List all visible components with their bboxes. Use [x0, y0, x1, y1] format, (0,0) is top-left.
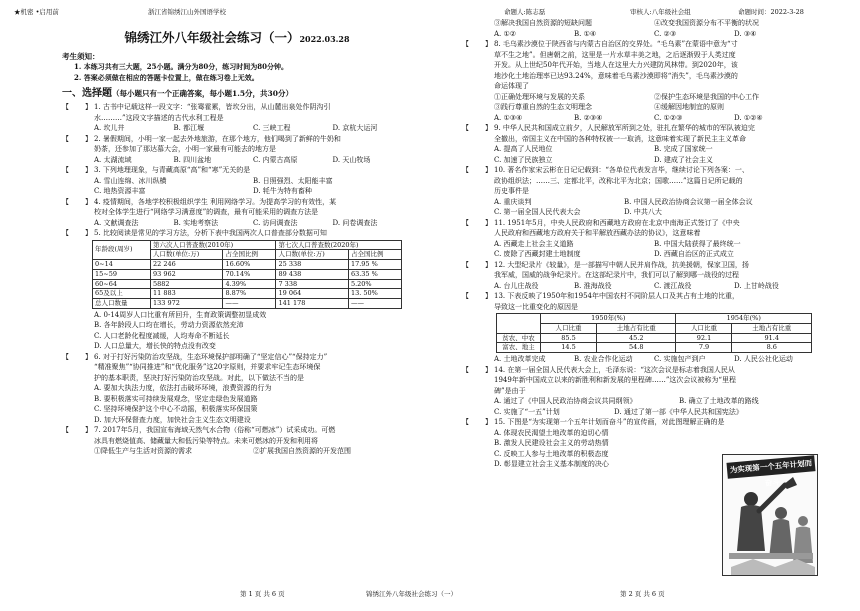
question-3: 3. 下列地理现象，与青藏高原“高”和“寒”无关的是 A. 雪山连绵、冰川纵横 B. 日照强烈、太阳能丰富 C. 地热资源丰富 D. 牦牛为特有畜种 [62, 165, 412, 197]
table-header: 占全国比例 [223, 250, 276, 260]
table-header: 第六次人口普查数(2010年) [151, 240, 276, 250]
section-title: 一、选择题（每小题只有一个正确答案，每小题1.5分，共30分） [62, 88, 293, 99]
table-header: 人口比重 [541, 323, 597, 333]
census-table [92, 240, 402, 309]
question-11: 11. 1951年5月，中央人民政府和西藏地方政府在北京中南海正式签订了《中央 人民政府和西藏地方政府关于和平解放西藏办法的协议》，这意味着 A. 西藏走上社会主义道路 B. 中国大陆获得了最终统一 C. 废除了西藏封建土地制度 D. 西藏自治区的正式成立 [462, 218, 814, 260]
question-10: 10. 著名作家宋云彬在日记记载到：“各单位代表发言毕，继续讨论下列各案：一、 政协组织法；……三、定都北平，改称北平为北京；国歌……”这篇日记所记载的 历史事件是 A. 重庆谈判 B. 中国人民政治协商会议第一届全体会议 C. 第一届全国人民代表大会 D. 中共八大 [462, 165, 814, 218]
option-b: B. 要积极落实可持续发展观念，坚定走绿色发展道路 [94, 394, 258, 403]
option-a: A. 台儿庄战役 [494, 281, 539, 290]
option-c: C. 反映工人参与土地改革的积极态度 [494, 449, 609, 458]
statement-4: ④改变我国资源分布不平衡的状况 [654, 19, 759, 27]
page-title: 锦绣江外八年级社会练习（一）2022.03.28 [124, 30, 350, 45]
table-header: 年龄段(周岁) [93, 240, 151, 260]
option-c: C. ②③ [654, 29, 677, 38]
option-d: D. 人口总量大，增长快的特点没有改变 [94, 342, 216, 351]
option-c: C. 坚持环境保护这个中心不动摇，积极落实环保国策 [94, 405, 258, 414]
option-b: B. 各年龄段人口均在增长，劳动力资源依然充沛 [94, 321, 244, 330]
statement-3: ③解决我国自然资源的短缺问题 [494, 19, 592, 27]
table-header: 占全国比例 [348, 250, 401, 260]
option-d: D. ①②④ [734, 113, 763, 122]
option-d: D. 京杭大运河 [332, 124, 378, 132]
option-b: B. 淮海战役 [574, 281, 612, 290]
question-2: 2. 暑假期间，小明一家一起去外地旅游，在那个地方，他们喝到了新鲜的牛奶和 奶茶，还参加了那达慕大会，小明一家最有可能去的地方是 A. 太湖流域 B. 四川盆地 C. 内蒙古高原 D. 天山牧场 [62, 134, 412, 166]
table-header: 土地占有比重 [597, 323, 676, 333]
question-1: 1. 古书中记载这样一段文字：“张骞霍累，皆坎分出，从山麓出泉处作阴沟引 水………”这段文字描述的古代水利工程是 A. 坎儿井 B. 都江堰 C. 三峡工程 D. 京杭大运河 [62, 102, 412, 134]
question-6: 6. 对于打好污染防治攻坚战，生态环境保护部明确了“坚定信心”“保持定力” “精准聚焦”“协同推进”和“优化服务”这20字原则，并要求牢记生态环境保 护的基本职责，坚决打好污染防治攻坚战。对此，以下做法不当的是 A. 要加大执法力度，依法打击破坏环境，浪费资源的行为 B. 要积极落实可持续发展观念，坚定走绿色发展道路 C. 坚持环境保护这个中心不动摇，积极落实环保国策 D. 加大环保督查力度，加快社会主义生态文明建设 [62, 352, 412, 426]
option-d: D. 加大环保督查力度，加快社会主义生态文明建设 [94, 415, 251, 424]
option-b: B. ②③④ [574, 113, 603, 122]
question-9: 9. 中华人民共和国成立前夕，人民解放军所到之处，驻扎在繁华的城市的军队被迫完 全撤出，帝国主义在中国的各种特权被一一取消，这意味着实现了新民主主义革命 A. 提高了人民地位 B. 完成了国家统一 C. 加速了民族独立 D. 建成了社会主义 [462, 123, 814, 165]
table-header: 人口数(单位:万) [151, 250, 223, 260]
question-8: 8. 毛乌素沙漠位于陕西省与内蒙古自治区的交界处。“毛乌素”在蒙语中意为“寸 草不生之地”。但唐朝之前，这里是一片水草丰美之地，之后逐渐毁于人类过度 开发。从上世纪50年代开始，当地人在这里大力兴建防风林带。到2020年，该 地沙化土地治理率已达93.24%，意味着毛乌素沙漠即将“消失”，毛乌素沙漠的 命运体现了 ①正确处理环境与发展的关系 ②保护生态环境是我国的中心工作 ③践行尊重自然的生态文明理念 ④缓解因地制宜的原则 A. ①③④ B. ②③④ C. ①②③ D. ①②④ [462, 39, 814, 123]
option-a: A. 要加大执法力度，依法打击破坏环境，浪费资源的行为 [94, 384, 272, 393]
option-d: D. 西藏自治区的正式成立 [654, 250, 734, 258]
option-b: B. 确立了土地改革的路线 [679, 397, 759, 406]
table-row: 15~59 93 962 70.14% 89 438 63.35 % [93, 269, 402, 279]
option-d: D. 彰显建立社会主义基本制度的决心 [494, 460, 609, 469]
option-a: A. 提高了人民地位 [494, 145, 553, 153]
statement-4: ④缓解因地制宜的原则 [654, 103, 724, 111]
table-row: 富农、地主 14.5 54.8 7.9 8.6 [497, 343, 812, 353]
table-header: 1950年(%) [541, 314, 676, 324]
reviewer: 审核人:八年级社会组 [630, 8, 691, 16]
option-a: A. 雪山连绵、冰川纵横 [94, 176, 167, 185]
question-12: 12. 大型纪录片《较量》，是一部描写中朝人民并肩作战，抗美援朝，保家卫国，扬 我军威，国威的战争纪录片。在这部纪录片中，我们可以了解到哪一战役的过程 A. 台儿庄战役 B. 淮海战役 C. 渡江战役 D. 上甘岭战役 [462, 260, 814, 292]
option-c: C. 实施了“一五”计划 [494, 407, 560, 416]
poster-slogan: 为实现第一个五年计划而奋斗 [726, 455, 815, 479]
option-a: A. 西藏走上社会主义道路 [494, 239, 574, 248]
option-d: D. 建成了社会主义 [654, 155, 713, 164]
option-b: B. 中国人民政治协商会议第一届全体会议 [624, 197, 753, 206]
question-5: 5. 比较阅读是常见的学习方法，分析下表中我国两次人口普查部分数据可知 年龄段(周岁) 第六次人口普查数(2010年) 第七次人口普查数(2020年) 人口数(单位:万) 占全国比例 人口数(单位:万) 占全国比例 0~14 22 246 16.60% 25 338 17.95 % 15~59 93 962 70.14% 89 438 63.35 % 60~64 5882 4.39% 7 338 5.20% 65及以上 11 883 8.87% 19 064 13. 50% 总人口数量 133 972 —— 141 178 —— A. 0-14周岁人口比重有所回升，生育政策调整初显成效 B. 各年龄段人口均在增长，劳动力资源依然充沛 C. 人口老龄化程度减缓，人均寿命不断延长 D. 人口总量大，增长快的特点没有改变 [62, 228, 412, 352]
option-b: B. 都江堰 [173, 124, 205, 132]
left-column [62, 28, 412, 457]
table-row: 0~14 22 246 16.60% 25 338 17.95 % [93, 260, 402, 270]
notes-heading: 考生须知： [62, 51, 100, 61]
question-7-continued [462, 18, 814, 39]
question-4: 4. 疫情期间，各地学校积极组织学生 利用网络学习。为提高学习的有效性，某 校对全体学生进行“网络学习满意度”的调查，最有可能采用的调查方法是 A. 文献调查法 B. 实地考察法 C. 访问调查法 D. 问卷调查法 [62, 197, 412, 229]
option-c: C. 实施包产到户 [654, 355, 706, 364]
option-a: A. 通过了《中国人民政治协商会议共同纲领》 [494, 397, 637, 406]
option-a: A. 土地改革完成 [494, 355, 546, 364]
option-d: D. 人民公社化运动 [734, 355, 793, 364]
table-header: 1954年(%) [676, 314, 812, 324]
option-b: B. ①④ [574, 29, 597, 38]
page-number-left: 第 1 页 共 6 页 [240, 590, 285, 598]
section-note: （每小题只有一个正确答案，每小题1.5分，共30分） [112, 89, 293, 98]
confidential-mark: ★机密 •启用前 [14, 8, 59, 16]
footer-title: 锦绣江外八年级社会练习（一） [366, 590, 457, 598]
question-7: 7. 2017年5月，我国宣布海域天然气水合物（俗称“可燃冰”）试采成功。可燃 冰具有燃烧值高、储藏量大和低污染等特点。未来可燃冰的开发和利用将 ①降低生产与生活对资源的需求 ②扩展我国自然资源的开发范围 [62, 425, 412, 457]
question-13: 13. 下表反映了1950年和1954年中国农村不同阶层人口及其占有土地的比重， 导致这一比重变化的原因是 1950年(%) 1954年(%) 人口比重 土地占有比重 人口比重 土地占有比重 贫农、中农 85.5 45.2 92.1 91.4 富农、地主 14.5 54.8 7.9 8.6 A. 土地改革完成 B. 农业合作化运动 C. 实施包产到户 D. 人民公社化运动 [462, 291, 814, 365]
option-d: D. 天山牧场 [332, 155, 371, 164]
right-column [462, 18, 814, 470]
option-d: D. 通过了第一部《中华人民共和国宪法》 [614, 407, 743, 416]
table-row: 贫农、中农 85.5 45.2 92.1 91.4 [497, 333, 812, 343]
land-table [496, 313, 812, 353]
table-row: 60~64 5882 4.39% 7 338 5.20% [93, 279, 402, 289]
statement-1: ①正确处理环境与发展的关系 [494, 92, 585, 101]
option-c: C. 内蒙古高原 [253, 155, 298, 164]
option-d: D. 牦牛为特有畜种 [253, 187, 312, 195]
option-d: D. 中共八大 [624, 208, 662, 216]
option-a: A. ①② [494, 29, 517, 38]
table-header: 土地占有比重 [732, 323, 812, 333]
option-b: B. 日照强烈、太阳能丰富 [253, 176, 333, 185]
statement-2: ②扩展我国自然资源的开发范围 [253, 447, 351, 456]
table-header: 人口数(单位:万) [276, 250, 348, 260]
table-row: 总人口数量 133 972 —— 141 178 —— [93, 299, 402, 309]
option-a: A. 坎儿井 [94, 124, 125, 132]
table-row: 65及以上 11 883 8.87% 19 064 13. 50% [93, 289, 402, 299]
note-2: 2. 答案必须做在相应的答题卡位置上，做在练习卷上无效。 [74, 72, 259, 82]
option-c: C. 三峡工程 [253, 124, 291, 132]
statement-3: ③践行尊重自然的生态文明理念 [494, 103, 592, 111]
page-number-right: 第 2 页 共 6 页 [620, 590, 665, 598]
option-b: B. 中国大陆获得了最终统一 [654, 239, 741, 248]
table-header: 第七次人口普查数(2020年) [276, 240, 402, 250]
option-c: C. 访问调查法 [253, 218, 298, 227]
option-c: C. 加速了民族独立 [494, 155, 553, 164]
option-c: C. 人口老龄化程度减缓，人均寿命不断延长 [94, 331, 230, 340]
question-14: 14. 在第一届全国人民代表大会上，毛泽东说：“这次会议是标志着我国人民从 1949年新中国成立以来的新胜利和新发展的里程碑……”这次会议被称为“里程 碑”是由于 A. 通过了《中国人民政治协商会议共同纲领》 B. 确立了土地改革的路线 C. 实施了“一五”计划 D. 通过了第一部《中华人民共和国宪法》 [462, 365, 814, 418]
option-b: B. 农业合作化运动 [574, 355, 633, 364]
option-b: B. 实地考察法 [173, 218, 219, 227]
option-c: C. ①②③ [654, 113, 683, 122]
option-c: C. 废除了西藏封建土地制度 [494, 250, 581, 258]
option-c: C. 地热资源丰富 [94, 187, 146, 195]
option-d: D. ③④ [734, 29, 757, 38]
option-a: A. 文献调查法 [94, 218, 139, 227]
statement-1: ①降低生产与生活对资源的需求 [94, 447, 192, 456]
option-d: D. 问卷调查法 [332, 218, 378, 227]
option-b: B. 四川盆地 [173, 155, 212, 164]
set-time: 命题时间：2022-3-28 [738, 8, 804, 16]
option-b: B. 完成了国家统一 [654, 145, 713, 153]
school-name: 浙江省锦绣江山外国语学校 [148, 8, 226, 16]
title-date: 2022.03.28 [299, 34, 350, 44]
option-a: A. 太湖流域 [94, 155, 132, 164]
table-header: 人口比重 [676, 323, 732, 333]
option-d: D. 上甘岭战役 [734, 281, 779, 290]
option-a: A. 重庆谈判 [494, 197, 532, 206]
propaganda-poster-image [722, 454, 818, 576]
option-c: C. 第一届全国人民代表大会 [494, 208, 581, 216]
setter: 命题人:陈志磊 [504, 8, 546, 16]
poster-figures-icon [723, 455, 818, 576]
note-1: 1. 本练习共有三大题，25小题。满分为80分，练习时间为80分钟。 [74, 62, 288, 71]
statement-2: ②保护生态环境是我国的中心工作 [654, 92, 759, 101]
option-a: A. ①③④ [494, 113, 523, 122]
option-a: A. 体现农民渴望土地改革的迫切心情 [494, 428, 609, 437]
option-c: C. 渡江战役 [654, 281, 692, 290]
option-b: B. 激发人民建设社会主义的劳动热情 [494, 439, 609, 448]
question-15: 15. 下图是“为实现第一个五年计划而奋斗”的宣传画，对此图理解正确的是 A. 体现农民渴望土地改革的迫切心情 B. 激发人民建设社会主义的劳动热情 C. 反映工人参与土地改革的积极态度 D. 彰显建立社会主义基本制度的决心 [462, 417, 814, 470]
option-a: A. 0-14周岁人口比重有所回升，生育政策调整初显成效 [94, 310, 267, 319]
